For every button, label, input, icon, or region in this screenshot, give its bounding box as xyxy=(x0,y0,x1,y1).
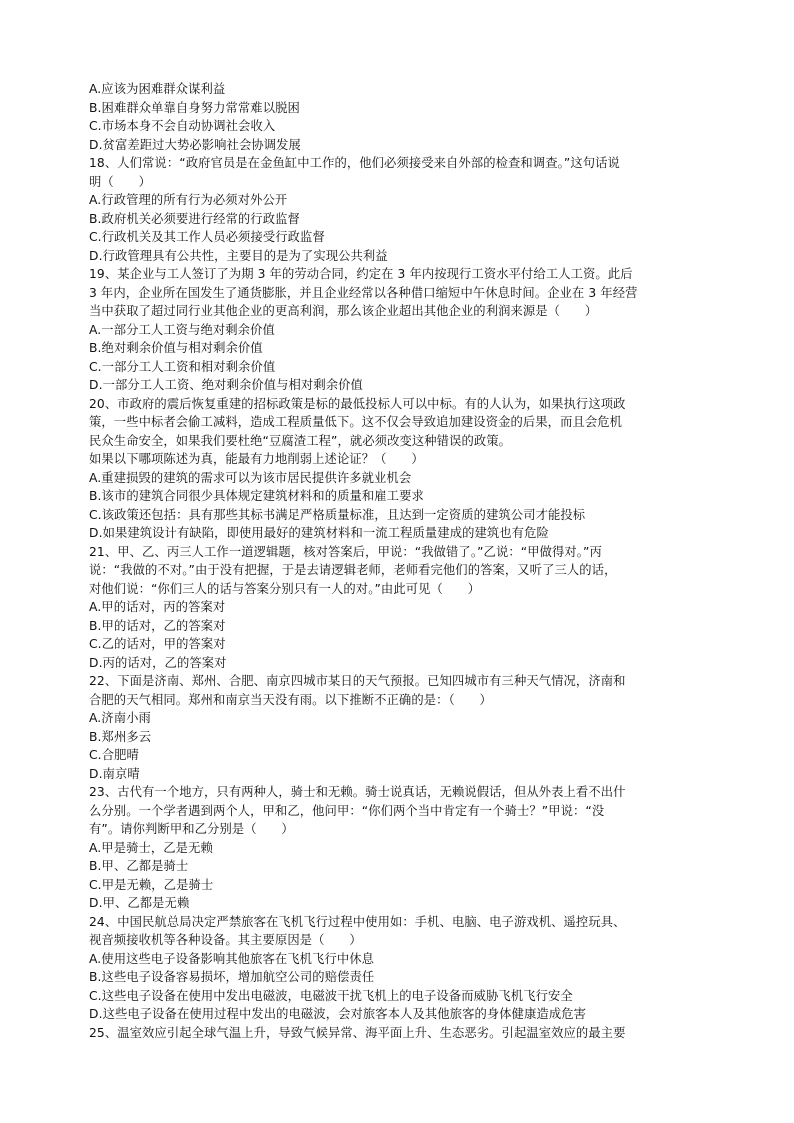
option-21d: D.丙的话对，乙的答案对 xyxy=(89,655,227,670)
question-19-line-1: 19、某企业与工人签订了为期 3 年的劳动合同，约定在 3 年内按现行工资水平付给工人工资。此后 xyxy=(89,267,633,281)
question-22-line-1: 22、下面是济南、郑州、合肥、南京四城市某日的天气预报。已知四城市有三种天气情况，济南和 xyxy=(89,674,626,688)
option-21c: C.乙的话对，甲的答案对 xyxy=(89,637,226,651)
option-22d: D.南京晴 xyxy=(89,766,140,781)
question-21-line-1: 21、甲、乙、丙三人工作一道逻辑题，核对答案后，甲说：“我做错了。”乙说：“甲做得对。”丙 xyxy=(89,544,602,559)
question-24-line-1: 24、中国民航总局决定严禁旅客在飞机飞行过程中使用如：手机、电脑、电子游戏机、遥控玩具、 xyxy=(89,914,626,929)
option-24c: C.这些电子设备在使用中发出电磁波，电磁波干扰飞机上的电子设备而威胁飞机飞行安全 xyxy=(89,988,573,1003)
option-19c: C.一部分工人工资和相对剩余价值 xyxy=(89,359,276,374)
question-20-line-4: 如果以下哪项陈述为真，能最有力地削弱上述论证？（ ） xyxy=(89,452,424,466)
question-18-line-2: 明（ ） xyxy=(89,174,151,189)
option-20a: A.重建损毁的建筑的需求可以为该市居民提供许多就业机会 xyxy=(89,470,412,485)
question-18-line-1: 18、人们常说：“政府官员是在金鱼缸中工作的，他们必须接受来自外部的检查和调查。”这句话说 xyxy=(89,156,620,170)
question-21-line-3: 对他们说：“你们三人的话与答案分别只有一人的对。”由此可见（ ） xyxy=(89,581,481,596)
option-19d: D.一部分工人工资、绝对剩余价值与相对剩余价值 xyxy=(89,378,363,392)
option-21a: A.甲的话对，丙的答案对 xyxy=(89,600,226,614)
option-22c: C.合肥晴 xyxy=(89,748,139,762)
question-23-line-3: 有”。请你判断甲和乙分别是（ ） xyxy=(89,822,294,836)
option-22a: A.济南小雨 xyxy=(89,711,151,725)
option-19a: A.一部分工人工资与绝对剩余价值 xyxy=(89,322,275,337)
option-23b: B.甲、乙都是骑士 xyxy=(89,859,189,873)
option-18a: A.行政管理的所有行为必须对外公开 xyxy=(89,193,288,207)
option-17b: B.困难群众单靠自身努力常常难以脱困 xyxy=(89,100,300,115)
option-24d: D.这些电子设备在使用过程中发出的电磁波，会对旅客本人及其他旅客的身体健康造成危害 xyxy=(89,1007,587,1021)
option-24b: B.这些电子设备容易损坏，增加航空公司的赔偿责任 xyxy=(89,970,375,984)
question-21-line-2: 说：“我做的不对。”由于没有把握，于是去请逻辑老师，老师看完他们的答案，又听了三人的话， xyxy=(89,563,617,577)
question-20-line-3: 民众生命安全，如果我们要杜绝“豆腐渣工程”，就必须改变这种错误的政策。 xyxy=(89,433,512,448)
question-25-line-1: 25、温室效应引起全球气温上升，导致气候异常、海平面上升、生态恶劣。引起温室效应的最主要 xyxy=(89,1025,626,1040)
option-23d: D.甲、乙都是无赖 xyxy=(89,896,190,910)
question-20-line-1: 20、市政府的震后恢复重建的招标政策是标的最低投标人可以中标。有的人认为，如果执行这项政 xyxy=(89,396,626,411)
option-24a: A.使用这些电子设备影响其他旅客在飞机飞行中休息 xyxy=(89,951,375,966)
question-20-line-2: 策，一些中标者会偷工减料，造成工程质量低下。这不仅会导致追加建设资金的后果，而且会危机 xyxy=(89,415,623,429)
option-20c: C.该政策还包括：具有那些其标书满足严格质量标准，且达到一定资质的建筑公司才能投标 xyxy=(89,507,586,522)
document-page xyxy=(89,80,709,1042)
option-22b: B.郑州多云 xyxy=(89,729,152,744)
question-22-line-2: 合肥的天气相同。郑州和南京当天没有雨。以下推断不正确的是：（ ） xyxy=(89,692,492,707)
option-18d: D.行政管理具有公共性，主要目的是为了实现公共利益 xyxy=(89,248,388,263)
question-23-line-2: 么分别。一个学者遇到两个人，甲和乙，他问甲：“你们两个当中肯定有一个骑士？”甲说：“没 xyxy=(89,803,605,818)
question-19-line-2: 3 年内，企业所在国发生了通货膨胀，并且企业经常以各种借口缩短中午休息时间。企业在 3 年经营 xyxy=(89,285,638,300)
question-19-line-3: 当中获取了超过同行业其他企业的更高利润，那么该企业超出其他企业的利润来源是（ ） xyxy=(89,304,598,318)
option-20d: D.如果建筑设计有缺陷，即使用最好的建筑材料和一流工程质量建成的建筑也有危险 xyxy=(89,526,549,540)
question-23-line-1: 23、古代有一个地方，只有两种人，骑士和无赖。骑士说真话，无赖说假话，但从外表上看不出什 xyxy=(89,785,626,799)
option-18c: C.行政机关及其工作人员必须接受行政监督 xyxy=(89,230,325,244)
option-17d: D.贫富差距过大势必影响社会协调发展 xyxy=(89,137,301,152)
option-18b: B.政府机关必须要进行经常的行政监督 xyxy=(89,211,300,226)
option-23c: C.甲是无赖，乙是骑士 xyxy=(89,877,214,892)
question-24-line-2: 视音频接收机等各种设备。其主要原因是（ ） xyxy=(89,933,362,947)
option-19b: B.绝对剩余价值与相对剩余价值 xyxy=(89,341,263,355)
option-17a: A.应该为困难群众谋利益 xyxy=(89,82,226,96)
option-23a: A.甲是骑士，乙是无赖 xyxy=(89,840,213,855)
option-17c: C.市场本身不会自动协调社会收入 xyxy=(89,119,276,133)
option-21b: B.甲的话对，乙的答案对 xyxy=(89,618,226,633)
option-20b: B.该市的建筑合同很少具体规定建筑材料和的质量和雇工要求 xyxy=(89,489,424,503)
